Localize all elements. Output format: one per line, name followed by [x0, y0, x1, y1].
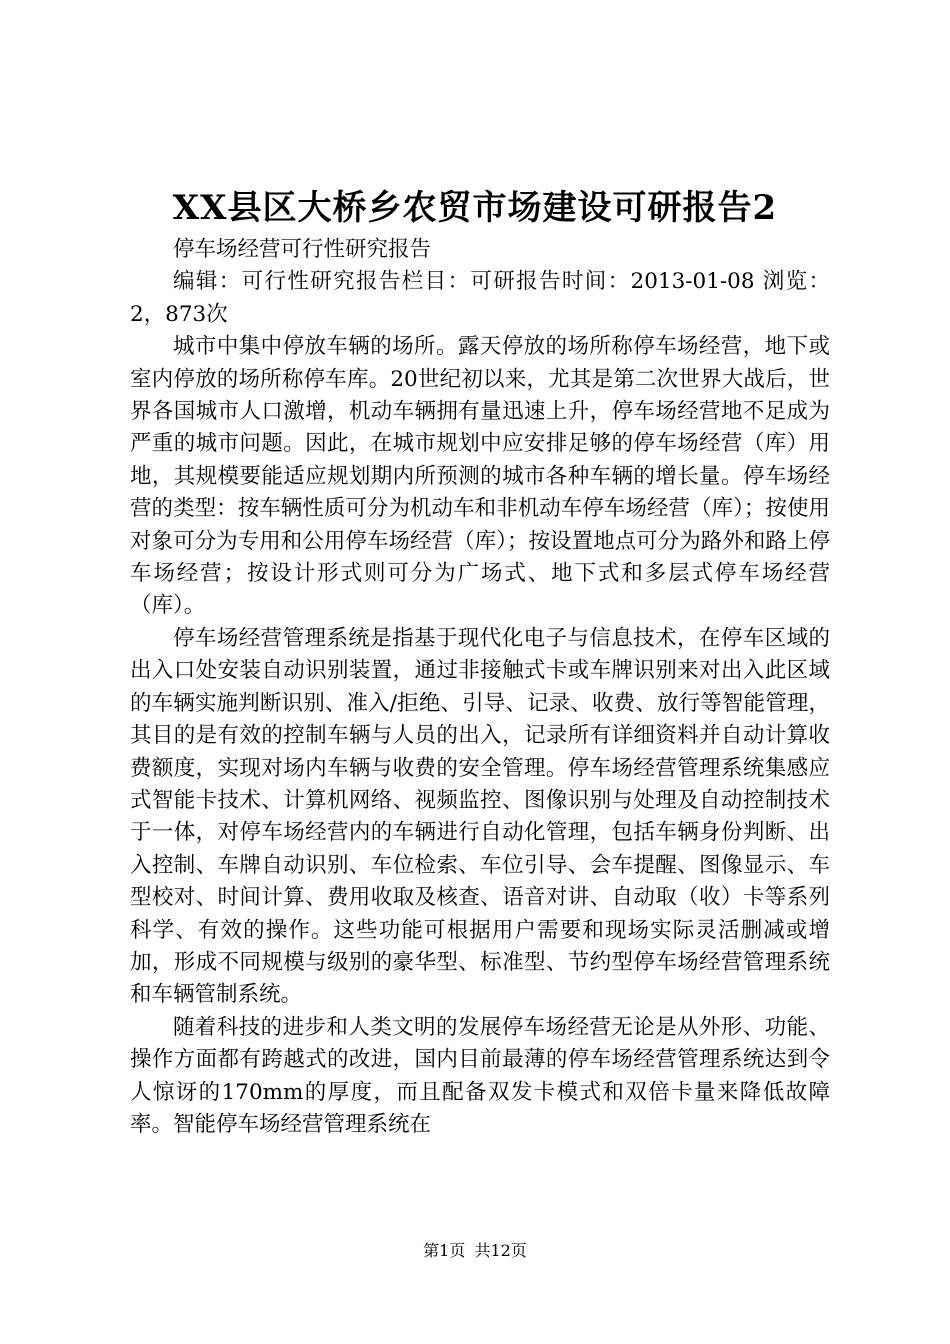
page-number: 第1页 [423, 1241, 466, 1260]
paragraph: 停车场经营管理系统是指基于现代化电子与信息技术，在停车区域的出入口处安装自动识别装置，通过非接触式卡或车牌识别来对出入此区域的车辆实施判断识别、准入/拒绝、引导、记录、收费、放行等智能管理，其目的是有效的控制车辆与人员的出入，记录所有详细资料并自动计算收费额度，实现对场内车辆与收费的安全管理。停车场经营管理系统集感应式智能卡技术、计算机网络、视频监控、图像识别与处理及自动控制技术于一体，对停车场经营内的车辆进行自动化管理，包括车辆身份判断、出入控制、车牌自动识别、车位检索、车位引导、会车提醒、图像显示、车型校对、时间计算、费用收取及核查、语音对讲、自动取（收）卡等系列科学、有效的操作。这些功能可根据用户需要和现场实际灵活删减或增加，形成不同规模与级别的豪华型、标准型、节约型停车场经营管理系统和车辆管制系统。 [130, 625, 830, 1008]
meta-line: 编辑：可行性研究报告栏目：可研报告时间：2013-01-08 浏览：2，873次 [130, 269, 830, 327]
document-title: XX县区大桥乡农贸市场建设可研报告2 [172, 188, 778, 228]
subtitle: 停车场经营可行性研究报告 [173, 237, 432, 262]
page-total: 共12页 [474, 1241, 527, 1260]
page-footer [0, 1240, 950, 1262]
paragraph: 城市中集中停放车辆的场所。露天停放的场所称停车场经营，地下或室内停放的场所称停车库。20世纪初以来，尤其是第二次世界大战后，世界各国城市人口激增，机动车辆拥有量迅速上升，停车场经营地不足成为严重的城市问题。因此，在城市规划中应安排足够的停车场经营（库）用地，其规模要能适应规划期内所预测的城市各种车辆的增长量。停车场经营的类型：按车辆性质可分为机动车和非机动车停车场经营（库）；按使用对象可分为专用和公用停车场经营（库）；按设置地点可分为路外和路上停车场经营；按设计形式则可分为广场式、地下式和多层式停车场经营（库）。 [130, 334, 830, 619]
paragraph: 随着科技的进步和人类文明的发展停车场经营无论是从外形、功能、操作方面都有跨越式的改进，国内目前最薄的停车场经营管理系统达到令人惊讶的170mm的厚度，而且配备双发卡模式和双倍卡量来降低故障率。智能停车场经营管理系统在 [130, 1014, 830, 1137]
document-body [130, 234, 830, 1141]
